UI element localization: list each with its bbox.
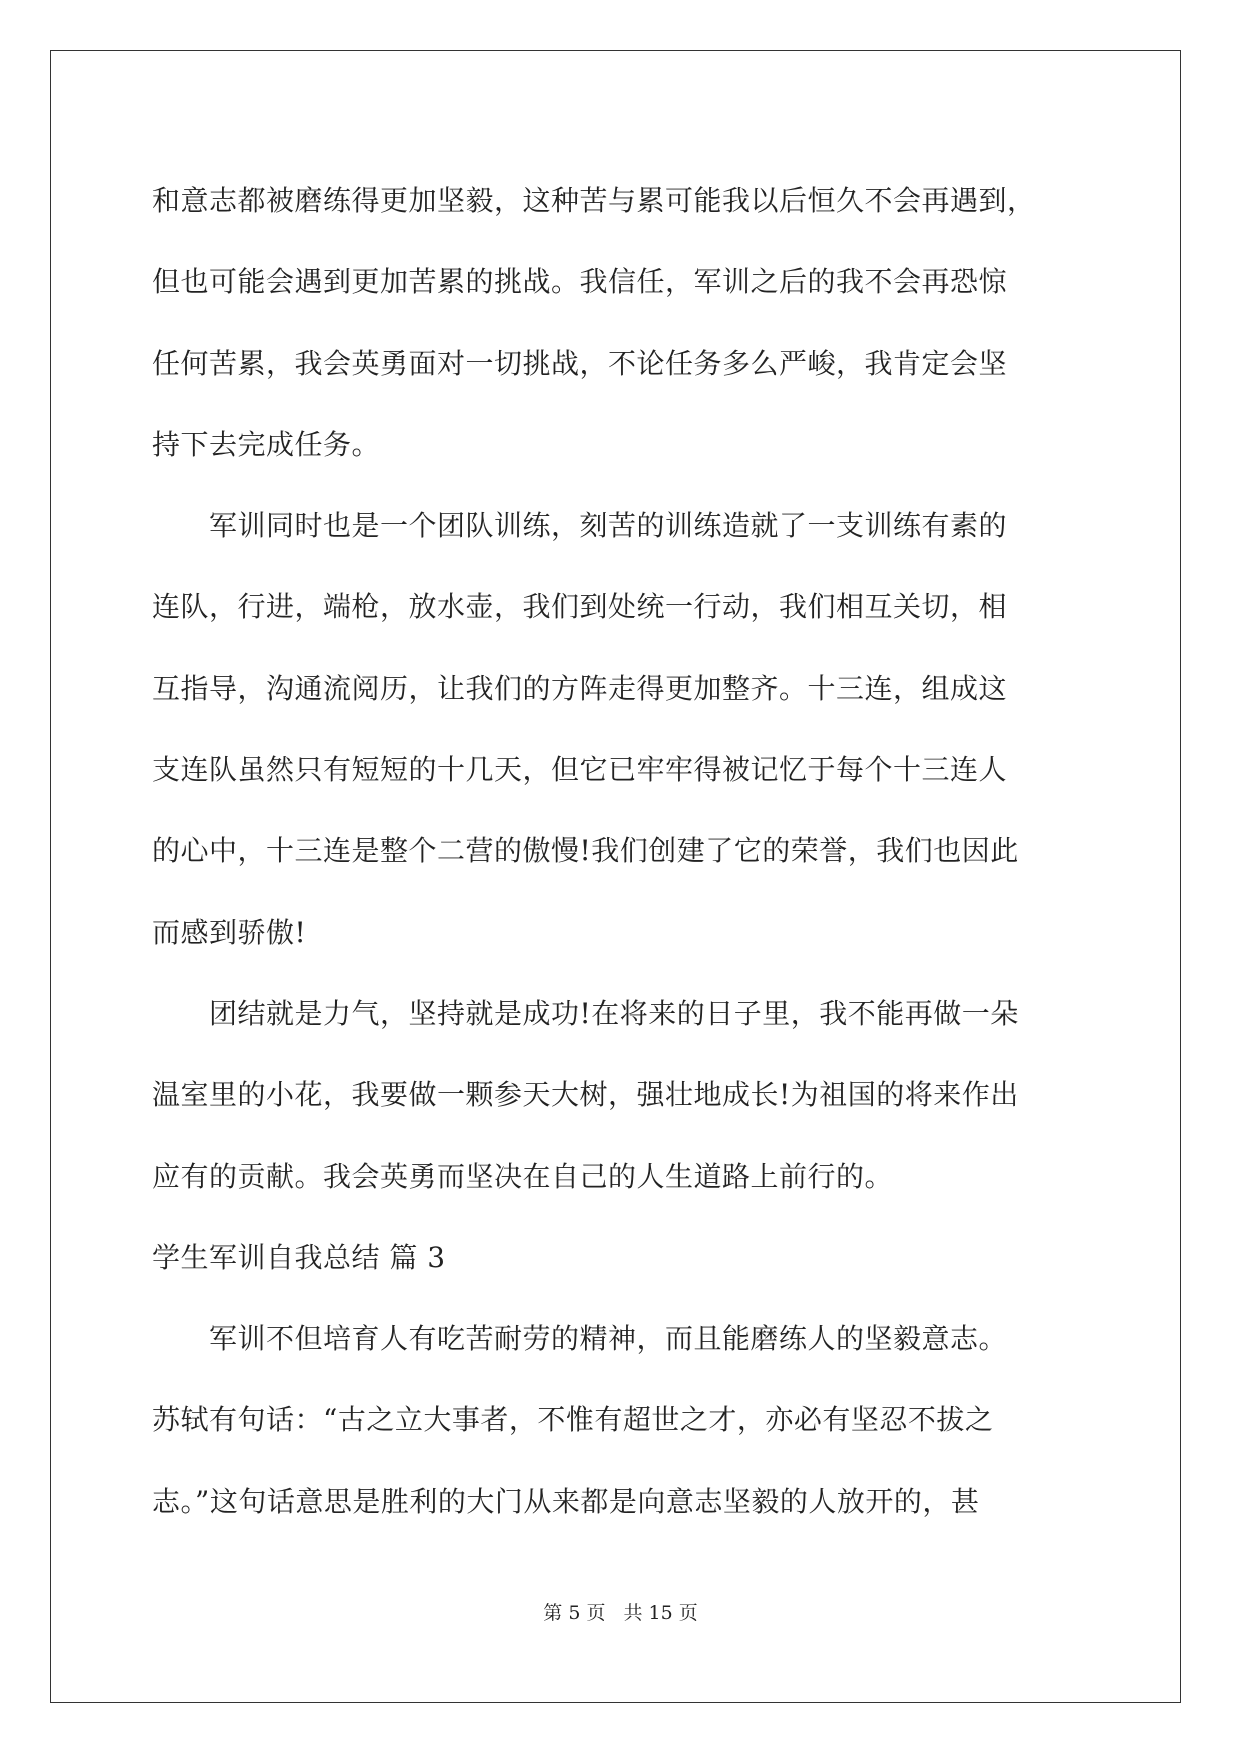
page-footer [0,1598,1241,1625]
text-line: 持下去完成任务。 [152,427,381,461]
text-line: 互指导，沟通流阅历，让我们的方阵走得更加整齐。十三连，组成这 [152,671,1008,705]
section-heading: 学生军训自我总结 篇 3 [152,1240,446,1274]
text-line: 温室里的小花，我要做一颗参天大树，强壮地成长!为祖国的将来作出 [152,1078,1019,1112]
text-line: 军训同时也是一个团队训练，刻苦的训练造就了一支训练有素的 [152,509,1008,543]
text-line: 团结就是力气，坚持就是成功!在将来的日子里，我不能再做一朵 [152,996,1019,1030]
text-line: 志。”这句话意思是胜利的大门从来都是向意志坚毅的人放开的，甚 [152,1484,980,1518]
text-line: 支连队虽然只有短短的十几天，但它已牢牢得被记忆于每个十三连人 [152,753,1008,787]
text-line: 苏轼有句话：“古之立大事者，不惟有超世之才，亦必有坚忍不拔之 [152,1403,994,1437]
text-line: 和意志都被磨练得更加坚毅，这种苦与累可能我以后恒久不会再遇到， [152,184,1036,217]
text-line: 而感到骄傲! [152,915,307,949]
text-line: 军训不但培育人有吃苦耐劳的精神，而且能磨练人的坚毅意志。 [152,1322,1008,1356]
text-line: 应有的贡献。我会英勇而坚决在自己的人生道路上前行的。 [152,1159,894,1193]
page-total: 共 15 页 [623,1602,698,1624]
document-body [152,160,1092,1542]
text-line: 任何苦累，我会英勇面对一切挑战，不论任务多么严峻，我肯定会坚 [152,346,1008,380]
text-line: 但也可能会遇到更加苦累的挑战。我信任，军训之后的我不会再恐惊 [152,265,1008,299]
text-line: 连队，行进，端枪，放水壶，我们到处统一行动，我们相互关切，相 [152,590,1008,624]
page-number: 第 5 页 [543,1602,606,1624]
text-line: 的心中，十三连是整个二营的傲慢!我们创建了它的荣誉，我们也因此 [152,834,1019,868]
